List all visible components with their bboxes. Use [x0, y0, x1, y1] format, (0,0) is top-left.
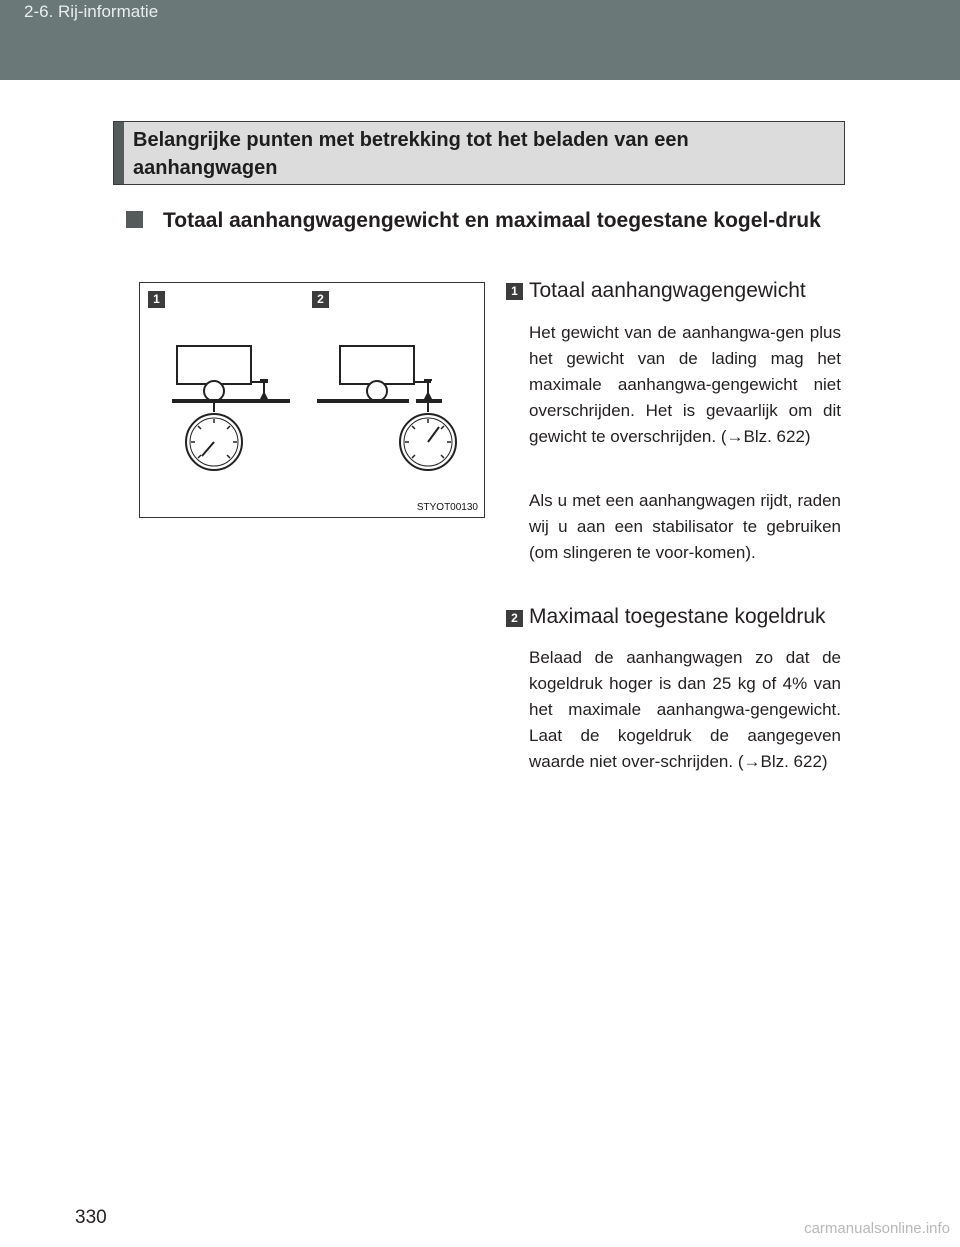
- item-badge-2: 2: [506, 610, 523, 627]
- trailer-diagram-ball-weight: [317, 346, 456, 470]
- figure-code: STYOT00130: [416, 502, 478, 513]
- trailer-weight-figure: [139, 282, 485, 518]
- square-bullet-icon: [126, 211, 143, 228]
- heading-accent-bar: [114, 122, 124, 184]
- page-number: 330: [75, 1207, 107, 1228]
- box-heading: [113, 121, 845, 185]
- subheading-text: Totaal aanhangwagengewicht en maximaal toegestane kogel-druk: [163, 209, 821, 232]
- watermark: carmanualsonline.info: [804, 1220, 950, 1237]
- item-1-paragraph-2: Als u met een aanhangwagen rijdt, raden wij u aan een stabilisator te gebruiken (om slingeren te voor-komen).: [529, 491, 841, 562]
- box-heading-title: Belangrijke punten met betrekking tot het beladen van een aanhangwagen: [133, 129, 689, 179]
- figure-badge-2: 2: [312, 291, 329, 308]
- figure-badge-1: 1: [148, 291, 165, 308]
- item-2-paragraph-1: Belaad de aanhangwagen zo dat de kogeldruk hoger is dan 25 kg of 4% van het maximale aanhangwa-gengewicht. Laat de kogeldruk de aangegeven waarde niet over-schrijden. (→Blz. 622): [529, 648, 841, 771]
- trailer-diagram-total-weight: [172, 346, 290, 470]
- item-title-1: Totaal aanhangwagengewicht: [529, 279, 806, 302]
- page-header: [0, 0, 960, 80]
- section-title: 2-6. Rij-informatie: [24, 2, 159, 21]
- item-title-2: Maximaal toegestane kogeldruk: [529, 605, 826, 628]
- item-1-paragraph-1: Het gewicht van de aanhangwa-gen plus het gewicht van de lading mag het maximale aanhangwa-gengewicht niet overschrijden. Het is gevaarlijk om dit gewicht te overschrijden. (→Blz. 622): [529, 323, 841, 446]
- trailer-on-scale-icon: [140, 283, 486, 519]
- item-badge-1: 1: [506, 283, 523, 300]
